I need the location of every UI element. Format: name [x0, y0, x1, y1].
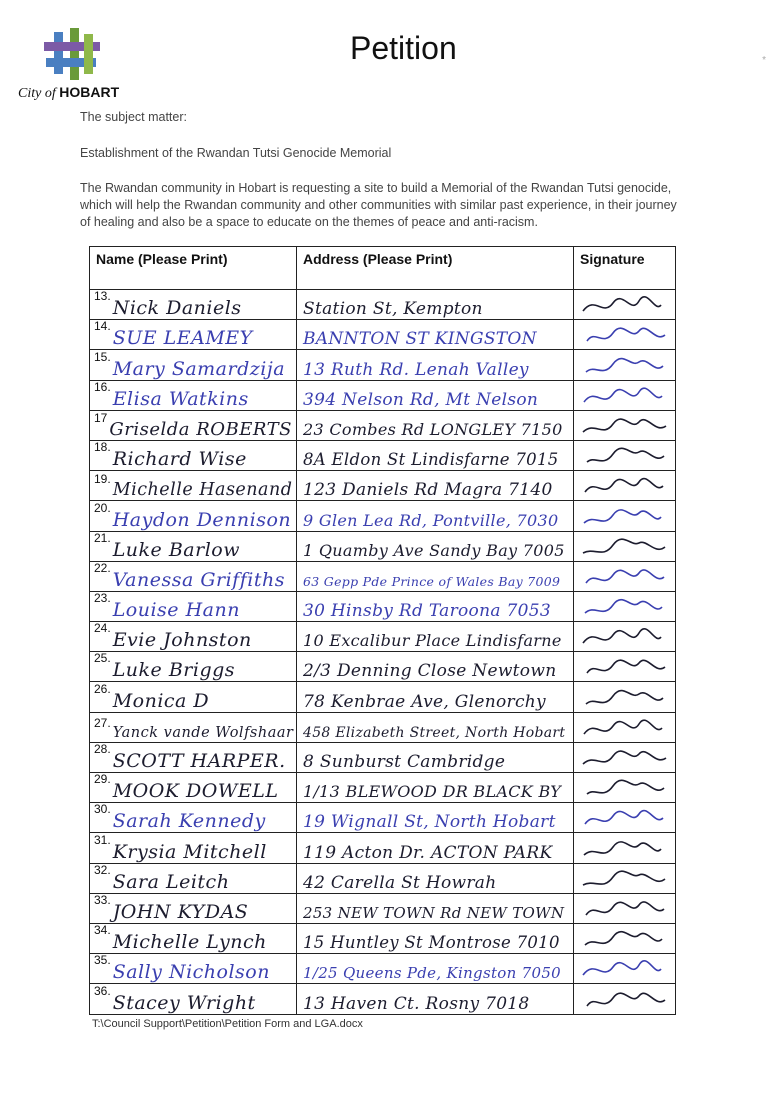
address-cell	[297, 410, 574, 440]
signature-scribble	[577, 595, 673, 621]
row-number: 20.	[94, 500, 111, 515]
handwritten-address: 253 NEW TOWN Rd NEW TOWN	[303, 903, 565, 922]
name-cell	[90, 591, 297, 621]
header-signature: Signature	[574, 247, 676, 290]
row-number: 26.	[94, 681, 111, 696]
address-cell	[297, 893, 574, 923]
row-number: 32.	[94, 863, 111, 877]
handwritten-address: 63 Gepp Pde Prince of Wales Bay 7009	[303, 573, 561, 589]
row-number: 34.	[94, 923, 111, 938]
row-number: 29.	[94, 772, 111, 787]
handwritten-address: 2/3 Denning Close Newtown	[303, 661, 557, 682]
name-cell	[90, 531, 297, 561]
name-cell	[90, 863, 297, 893]
signature-cell	[574, 561, 676, 591]
footer-file-path: T:\Council Support\Petition\Petition Form and LGA.docx	[92, 1018, 363, 1030]
signature-scribble	[577, 535, 673, 561]
row-number: 31.	[94, 832, 111, 847]
name-cell	[90, 440, 297, 470]
signature-cell	[574, 742, 676, 772]
address-cell	[297, 712, 574, 742]
row-number: 14.	[94, 319, 111, 334]
table-row	[90, 320, 676, 350]
signature-scribble	[577, 897, 673, 923]
address-cell	[297, 833, 574, 863]
handwritten-address: 8 Sunburst Cambridge	[303, 752, 506, 772]
signature-scribble	[577, 776, 673, 802]
handwritten-address: 19 Wignall St, North Hobart	[303, 812, 556, 833]
table-row	[90, 833, 676, 863]
address-cell	[297, 742, 574, 772]
row-number: 35.	[94, 953, 111, 968]
handwritten-address: 123 Daniels Rd Magra 7140	[303, 480, 553, 501]
row-number: 23.	[94, 591, 111, 606]
address-cell	[297, 350, 574, 380]
handwritten-name: Michelle Lynch	[112, 931, 267, 954]
signature-scribble	[577, 686, 673, 712]
name-cell	[90, 682, 297, 712]
signature-scribble	[577, 988, 673, 1014]
handwritten-name: Griselda ROBERTS	[109, 418, 292, 440]
signature-cell	[574, 773, 676, 803]
signature-cell	[574, 652, 676, 682]
address-cell	[297, 954, 574, 984]
handwritten-name: Sally Nicholson	[112, 961, 270, 984]
handwritten-name: SCOTT HARPER.	[112, 750, 286, 772]
handwritten-address: 23 Combes Rd LONGLEY 7150	[303, 419, 563, 439]
name-cell	[90, 773, 297, 803]
table-row	[90, 350, 676, 380]
handwritten-address: 9 Glen Lea Rd, Pontville, 7030	[303, 510, 559, 530]
signature-cell	[574, 290, 676, 320]
row-number: 16.	[94, 380, 111, 394]
signature-scribble	[577, 625, 673, 651]
signature-cell	[574, 682, 676, 712]
name-cell	[90, 954, 297, 984]
handwritten-address: 1/13 BLEWOOD DR BLACK BY	[303, 782, 562, 802]
signature-cell	[574, 350, 676, 380]
name-cell	[90, 742, 297, 772]
handwritten-name: Yanck vande Wolfshaar	[112, 724, 294, 741]
row-number: 30.	[94, 802, 111, 817]
handwritten-name: Krysia Mitchell	[112, 840, 267, 863]
handwritten-name: Evie Johnston	[112, 629, 252, 652]
address-cell	[297, 591, 574, 621]
logo-text: City of HOBART	[18, 84, 120, 101]
name-cell	[90, 410, 297, 440]
signature-scribble	[577, 323, 673, 349]
handwritten-name: Haydon Dennison	[112, 508, 292, 531]
handwritten-address: 1 Quamby Ave Sandy Bay 7005	[303, 540, 565, 560]
table-header-row	[90, 247, 676, 290]
handwritten-name: MOOK DOWELL	[112, 780, 279, 803]
handwritten-name: Louise Hann	[112, 599, 240, 622]
signature-cell	[574, 954, 676, 984]
table-row	[90, 652, 676, 682]
handwritten-address: 13 Haven Ct. Rosny 7018	[303, 993, 530, 1014]
handwritten-address: 78 Kenbrae Ave, Glenorchy	[303, 691, 546, 712]
table-row	[90, 803, 676, 833]
signature-scribble	[577, 746, 673, 772]
address-cell	[297, 923, 574, 953]
row-number: 33.	[94, 893, 111, 907]
signature-scribble	[577, 927, 673, 953]
address-cell	[297, 803, 574, 833]
address-cell	[297, 773, 574, 803]
signature-scribble	[577, 806, 673, 832]
signature-cell	[574, 591, 676, 621]
name-cell	[90, 501, 297, 531]
row-number: 18.	[94, 440, 111, 455]
handwritten-name: Sara Leitch	[112, 870, 230, 893]
corner-mark: *	[762, 55, 766, 66]
name-cell	[90, 923, 297, 953]
row-number: 22.	[94, 561, 111, 575]
row-number: 19.	[94, 472, 111, 487]
row-number: 28.	[94, 742, 111, 756]
handwritten-address: 1/25 Queens Pde, Kingston 7050	[303, 964, 562, 983]
handwritten-name: Mary Samardzija	[112, 357, 286, 380]
name-cell	[90, 290, 297, 320]
handwritten-address: 10 Excalibur Place Lindisfarne	[303, 631, 562, 651]
name-cell	[90, 561, 297, 591]
signature-cell	[574, 833, 676, 863]
signature-cell	[574, 923, 676, 953]
address-cell	[297, 652, 574, 682]
table-row	[90, 591, 676, 621]
handwritten-name: Richard Wise	[112, 448, 247, 471]
table-row	[90, 682, 676, 712]
name-cell	[90, 320, 297, 350]
table-row	[90, 893, 676, 923]
signature-cell	[574, 893, 676, 923]
handwritten-name: Stacey Wright	[112, 991, 256, 1014]
address-cell	[297, 440, 574, 470]
name-cell	[90, 380, 297, 410]
name-cell	[90, 984, 297, 1014]
row-number: 17	[94, 410, 108, 425]
name-cell	[90, 622, 297, 652]
address-cell	[297, 863, 574, 893]
header-name: Name (Please Print)	[90, 247, 297, 290]
table-row	[90, 863, 676, 893]
signature-cell	[574, 471, 676, 501]
table-row	[90, 984, 676, 1014]
row-number: 13.	[94, 289, 111, 304]
signature-scribble	[577, 444, 673, 470]
row-number: 24.	[94, 621, 111, 636]
handwritten-address: BANNTON ST KINGSTON	[303, 329, 537, 350]
row-number: 25.	[94, 651, 111, 666]
name-cell	[90, 712, 297, 742]
handwritten-name: Michelle Hasenand	[112, 480, 293, 501]
signature-cell	[574, 984, 676, 1014]
handwritten-name: Monica D	[112, 689, 210, 712]
table-row	[90, 531, 676, 561]
table-row	[90, 380, 676, 410]
signature-cell	[574, 803, 676, 833]
header-address: Address (Please Print)	[297, 247, 574, 290]
address-cell	[297, 320, 574, 350]
table-row	[90, 622, 676, 652]
signature-cell	[574, 410, 676, 440]
signature-cell	[574, 622, 676, 652]
address-cell	[297, 984, 574, 1014]
name-cell	[90, 471, 297, 501]
row-number: 36.	[94, 983, 111, 998]
handwritten-name: JOHN KYDAS	[112, 900, 249, 923]
page-title: Petition	[350, 30, 457, 66]
handwritten-address: 42 Carella St Howrah	[303, 872, 497, 893]
signature-cell	[574, 380, 676, 410]
handwritten-name: Nick Daniels	[112, 297, 242, 320]
table-row	[90, 290, 676, 320]
signature-scribble	[577, 837, 673, 863]
signature-cell	[574, 440, 676, 470]
signature-scribble	[577, 867, 673, 893]
table-row	[90, 712, 676, 742]
address-cell	[297, 471, 574, 501]
name-cell	[90, 803, 297, 833]
signature-scribble	[577, 384, 673, 410]
table-row	[90, 410, 676, 440]
subject-text: Establishment of the Rwandan Tutsi Genocide Memorial	[80, 146, 392, 160]
table-row	[90, 773, 676, 803]
address-cell	[297, 622, 574, 652]
handwritten-address: 30 Hinsby Rd Taroona 7053	[303, 601, 551, 622]
handwritten-name: Sarah Kennedy	[112, 810, 266, 833]
handwritten-address: Station St, Kempton	[303, 299, 483, 320]
table-row	[90, 954, 676, 984]
signature-scribble	[577, 474, 673, 500]
name-cell	[90, 652, 297, 682]
row-number: 27.	[94, 715, 111, 730]
handwritten-name: Elisa Watkins	[112, 387, 249, 410]
handwritten-name: Luke Barlow	[112, 538, 240, 561]
subject-label: The subject matter:	[80, 110, 187, 124]
signature-scribble	[577, 716, 673, 742]
table-row	[90, 742, 676, 772]
table-row	[90, 561, 676, 591]
table-row	[90, 923, 676, 953]
table-row	[90, 501, 676, 531]
signature-scribble	[577, 505, 673, 531]
handwritten-address: 13 Ruth Rd. Lenah Valley	[303, 359, 529, 380]
petition-description: The Rwandan community in Hobart is requesting a site to build a Memorial of the Rwandan Tutsi genocide, which will help the Rwandan community and other communities with similar past experience, in their journey of healing and also be a space to educate on the themes of peace and anti-racism.	[80, 181, 677, 229]
row-number: 15.	[94, 349, 111, 364]
name-cell	[90, 350, 297, 380]
signature-scribble	[577, 655, 673, 681]
handwritten-name: Luke Briggs	[112, 659, 236, 682]
handwritten-address: 394 Nelson Rd, Mt Nelson	[303, 389, 539, 410]
signature-cell	[574, 863, 676, 893]
signature-cell	[574, 531, 676, 561]
handwritten-address: 119 Acton Dr. ACTON PARK	[303, 842, 553, 863]
signature-cell	[574, 501, 676, 531]
handwritten-name: Vanessa Griffiths	[112, 568, 285, 591]
address-cell	[297, 561, 574, 591]
handwritten-name: SUE LEAMEY	[112, 327, 253, 350]
address-cell	[297, 290, 574, 320]
handwritten-address: 15 Huntley St Montrose 7010	[303, 933, 560, 953]
address-cell	[297, 531, 574, 561]
hobart-logo-icon	[44, 28, 100, 80]
row-number: 21.	[94, 531, 111, 545]
address-cell	[297, 682, 574, 712]
signature-scribble	[577, 354, 673, 380]
name-cell	[90, 833, 297, 863]
address-cell	[297, 501, 574, 531]
handwritten-address: 458 Elizabeth Street, North Hobart	[303, 724, 566, 741]
table-row	[90, 440, 676, 470]
petition-table	[89, 246, 676, 1015]
signature-scribble	[577, 293, 673, 319]
signature-cell	[574, 320, 676, 350]
signature-scribble	[577, 414, 673, 440]
handwritten-address: 8A Eldon St Lindisfarne 7015	[303, 450, 559, 470]
city-of-hobart-logo	[18, 28, 128, 106]
signature-scribble	[577, 957, 673, 983]
address-cell	[297, 380, 574, 410]
signature-scribble	[577, 565, 673, 591]
signature-cell	[574, 712, 676, 742]
name-cell	[90, 893, 297, 923]
table-row	[90, 471, 676, 501]
